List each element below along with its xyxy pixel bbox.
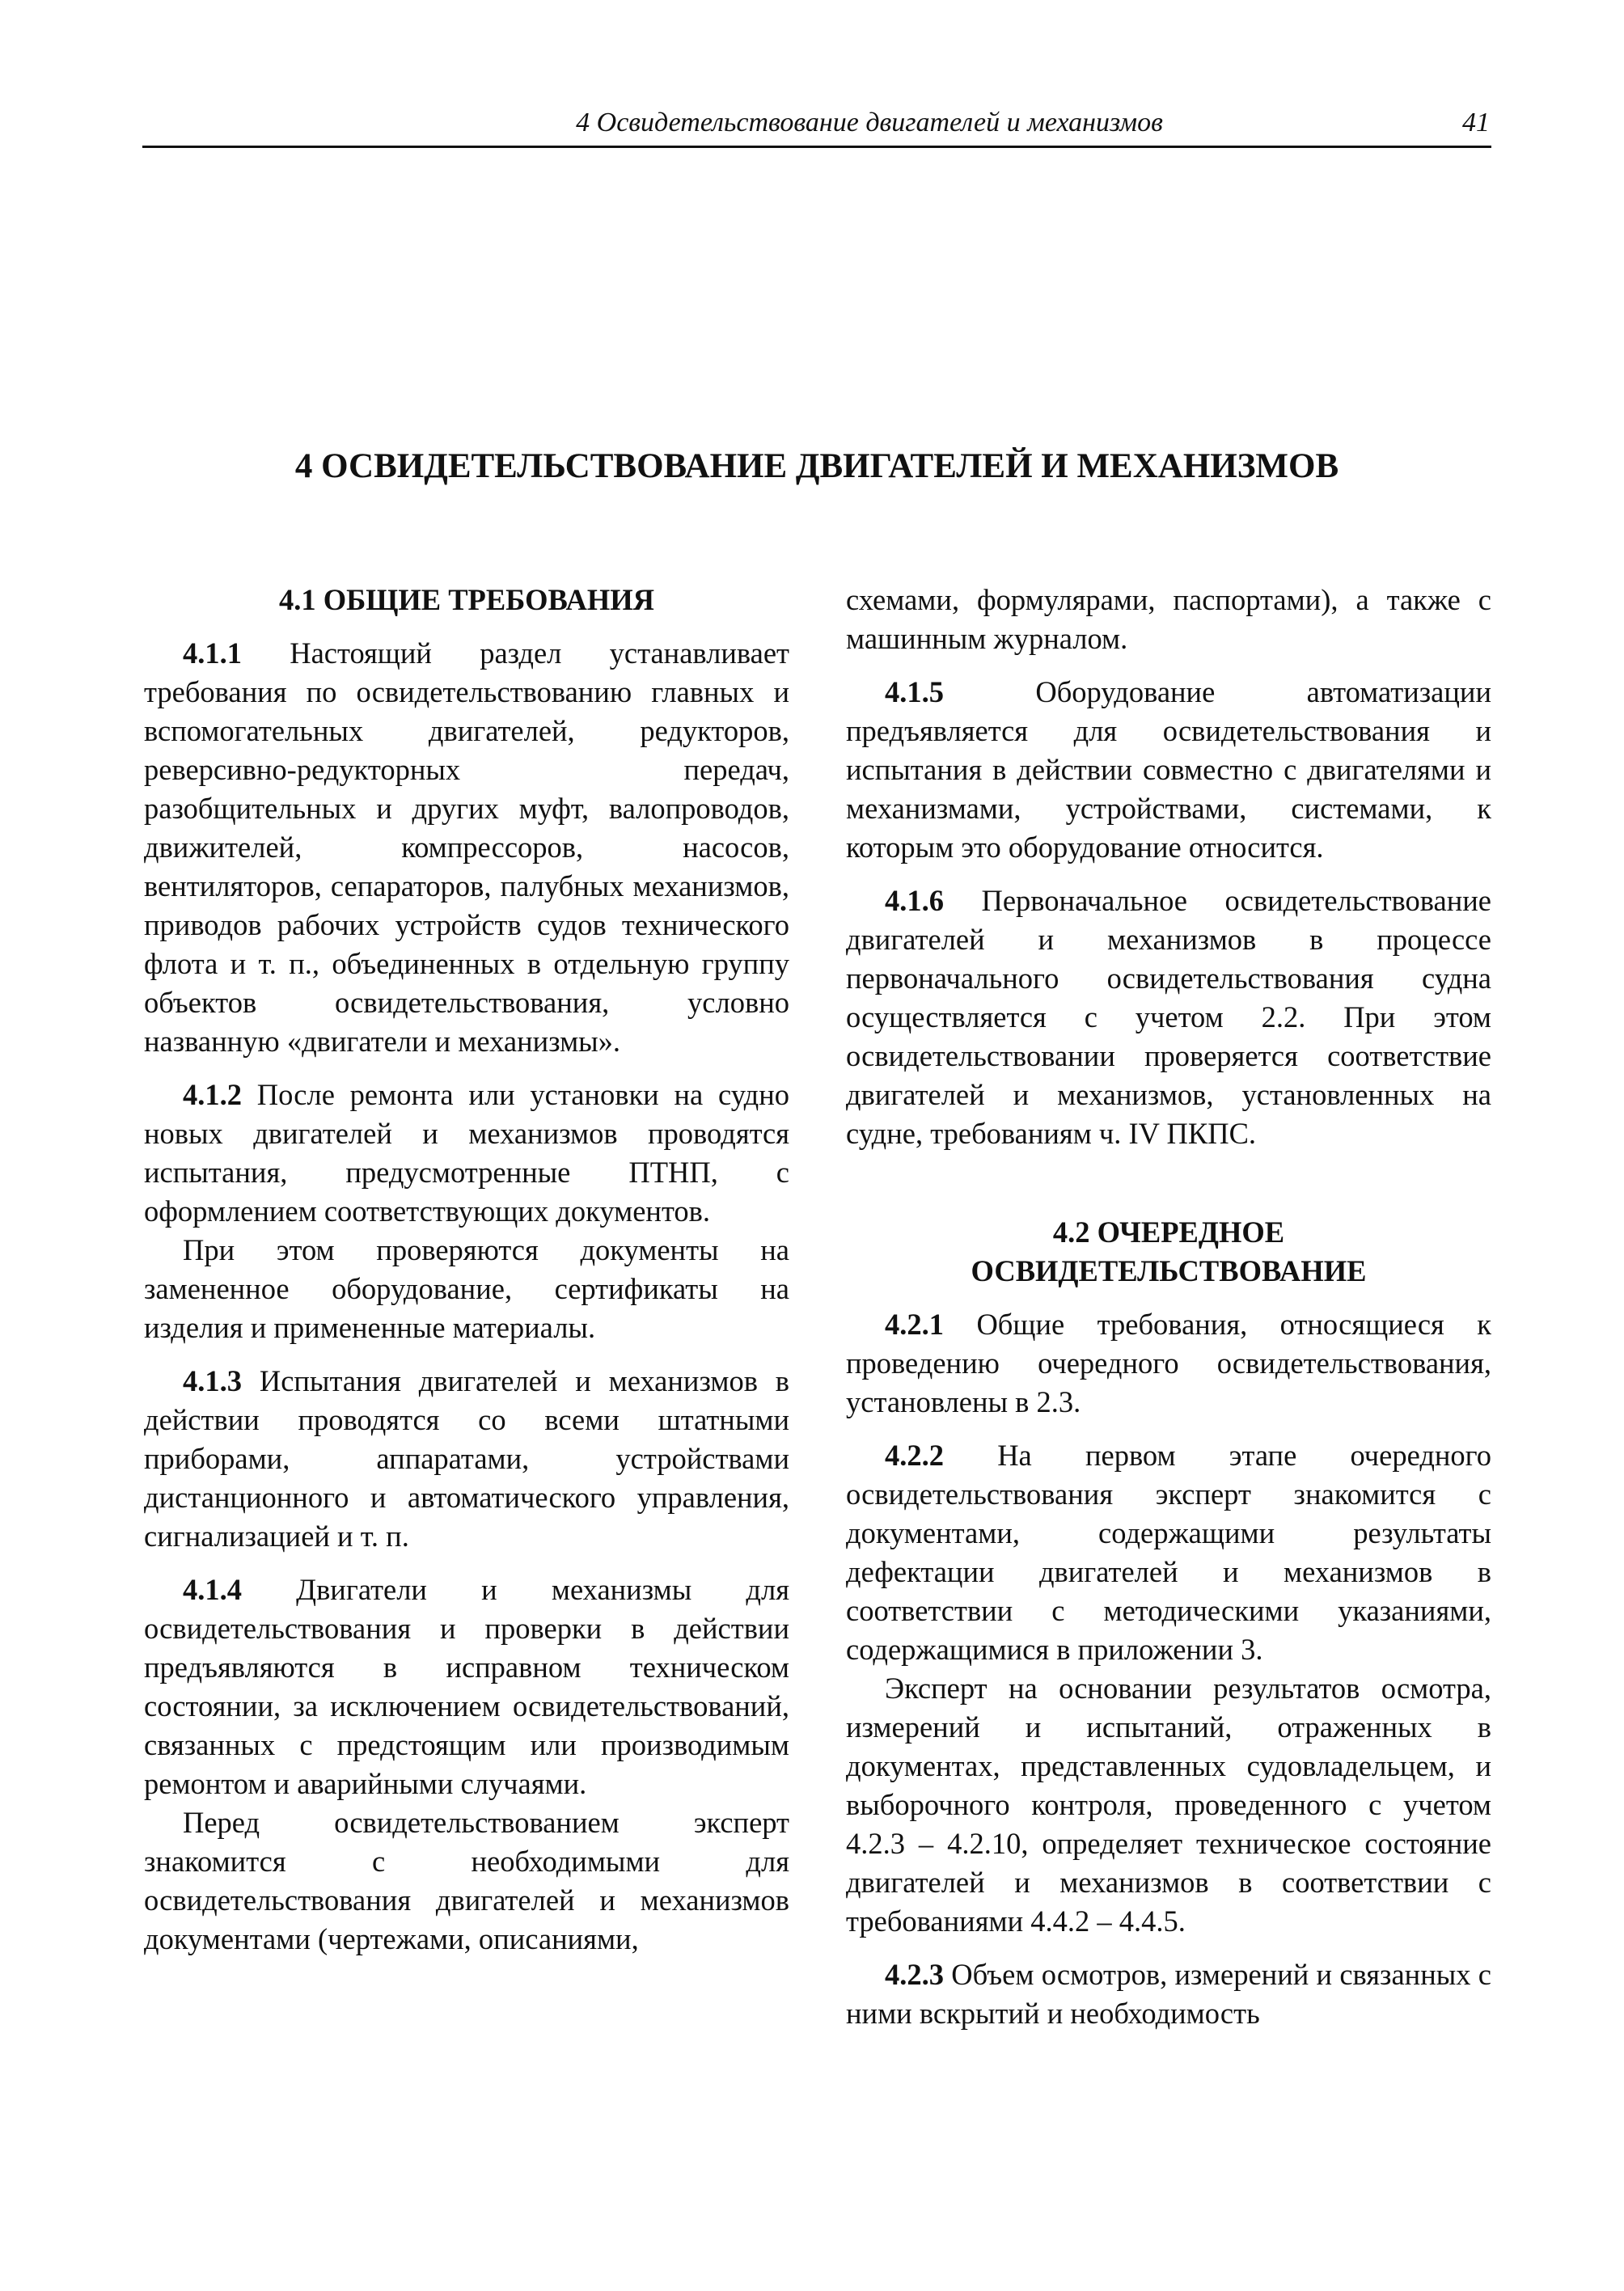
paragraph-4-1-1 [144,634,789,1061]
paragraph-4-1-5 [846,673,1491,867]
paragraph-4-1-6 [846,881,1491,1153]
clause-number: 4.1.4 [183,1573,242,1606]
right-column [846,581,1491,2033]
clause-text: Общие требования, относящиеся к проведению очередного освидетельствования, установлены в 2.3. [846,1308,1491,1418]
clause-number: 4.2.3 [885,1958,944,1991]
section-title-4-1: 4.1 ОБЩИЕ ТРЕБОВАНИЯ [278,583,655,616]
clause-number: 4.1.5 [885,675,944,708]
clause-text: Двигатели и механизмы для освидетельствования и проверки в действии предъявляются в исправном техническом состоянии, за исключением освидетельствований, связанных с предстоящим или производимым ремонтом и аварийными случаями. [144,1573,789,1800]
clause-number: 4.1.3 [183,1364,242,1397]
clause-text: Испытания двигателей и механизмов в действии проводятся со всеми штатными приборами, аппаратами, устройствами дистанционного и автоматического управления, сигнализацией и т. п. [144,1364,789,1553]
page-header [142,105,1491,148]
clause-text: Объем осмотров, измерений и связанных с ними вскрытий и необходимость [846,1958,1491,2030]
paragraph-4-1-4 [144,1570,789,1803]
paragraph-4-1-2 [144,1076,789,1231]
clause-number: 4.1.1 [183,636,242,670]
clause-text: Настоящий раздел устанавливает требования по освидетельствованию главных и вспомогательных двигателей, редукторов, реверсивно-редукторных передач, разобщительных и других муфт, валопроводов, движителей, компрессоров, насосов, вентиляторов, сепараторов, палубных механизмов, приводов рабочих устройств судов технического флота и т. п., объединенных в отдельную группу объектов освидетельствования, условно названную «двигатели и механизмы». [144,636,789,1058]
clause-number: 4.1.2 [183,1078,242,1111]
clause-text: Первоначальное освидетельствование двигателей и механизмов в процессе первоначального освидетельствования судна осуществляется с учетом 2.2. При этом освидетельствовании проверяется соответствие двигателей и механизмов, установленных на судне, требованиям ч. IV ПКПС. [846,884,1491,1150]
clause-text: Оборудование автоматизации предъявляется для освидетельствования и испытания в действии совместно с двигателями и механизмами, устройствами, системами, к которым это оборудование относится. [846,675,1491,864]
section-title-line-1: 4.2 ОЧЕРЕДНОЕ [1052,1215,1285,1249]
paragraph-4-2-2-continued: Эксперт на основании результатов осмотра, измерений и испытаний, отраженных в документах, представленных судовладельцем, и выборочного контроля, проведенного с учетом 4.2.3 – 4.2.10, определяет техническое состояние двигателей и механизмов в соответствии с требованиями 4.4.2 – 4.4.5. [846,1672,1491,1938]
clause-text: На первом этапе очередного освидетельствования эксперт знакомится с документами, содержащими результаты дефектации двигателей и механизмов в соответствии с методическими указаниями, содержащимися в приложении 3. [846,1439,1491,1666]
paragraph-4-2-1 [846,1305,1491,1422]
clause-number: 4.2.1 [885,1308,944,1341]
paragraph-4-1-3 [144,1362,789,1556]
section-title-line-2: ОСВИДЕТЕЛЬСТВОВАНИЕ [971,1254,1367,1287]
section-title-4-2 [846,1213,1491,1291]
paragraph-4-1-4-column-carryover: схемами, формулярами, паспортами), а также с машинным журналом. [846,583,1491,655]
running-title: 4 Освидетельствование двигателей и механизмов [576,108,1163,137]
clause-number: 4.2.2 [885,1439,944,1472]
chapter-title: 4 ОСВИДЕТЕЛЬСТВОВАНИЕ ДВИГАТЕЛЕЙ И МЕХАНИЗМОВ [294,446,1339,485]
page-number: 41 [1462,108,1490,137]
paragraph-4-2-3 [846,1955,1491,2033]
clause-number: 4.1.6 [885,884,944,917]
paragraph-4-1-2-continued: При этом проверяются документы на замененное оборудование, сертификаты на изделия и примененные материалы. [144,1233,789,1344]
paragraph-4-1-4-continued: Перед освидетельствованием эксперт знакомится с необходимыми для освидетельствования двигателей и механизмов документами (чертежами, описаниями, [144,1806,789,1955]
clause-text: После ремонта или установки на судно новых двигателей и механизмов проводятся испытания, предусмотренные ПТНП, с оформлением соответствующих документов. [144,1078,789,1228]
paragraph-4-2-2 [846,1436,1491,1669]
left-column [144,581,789,1959]
